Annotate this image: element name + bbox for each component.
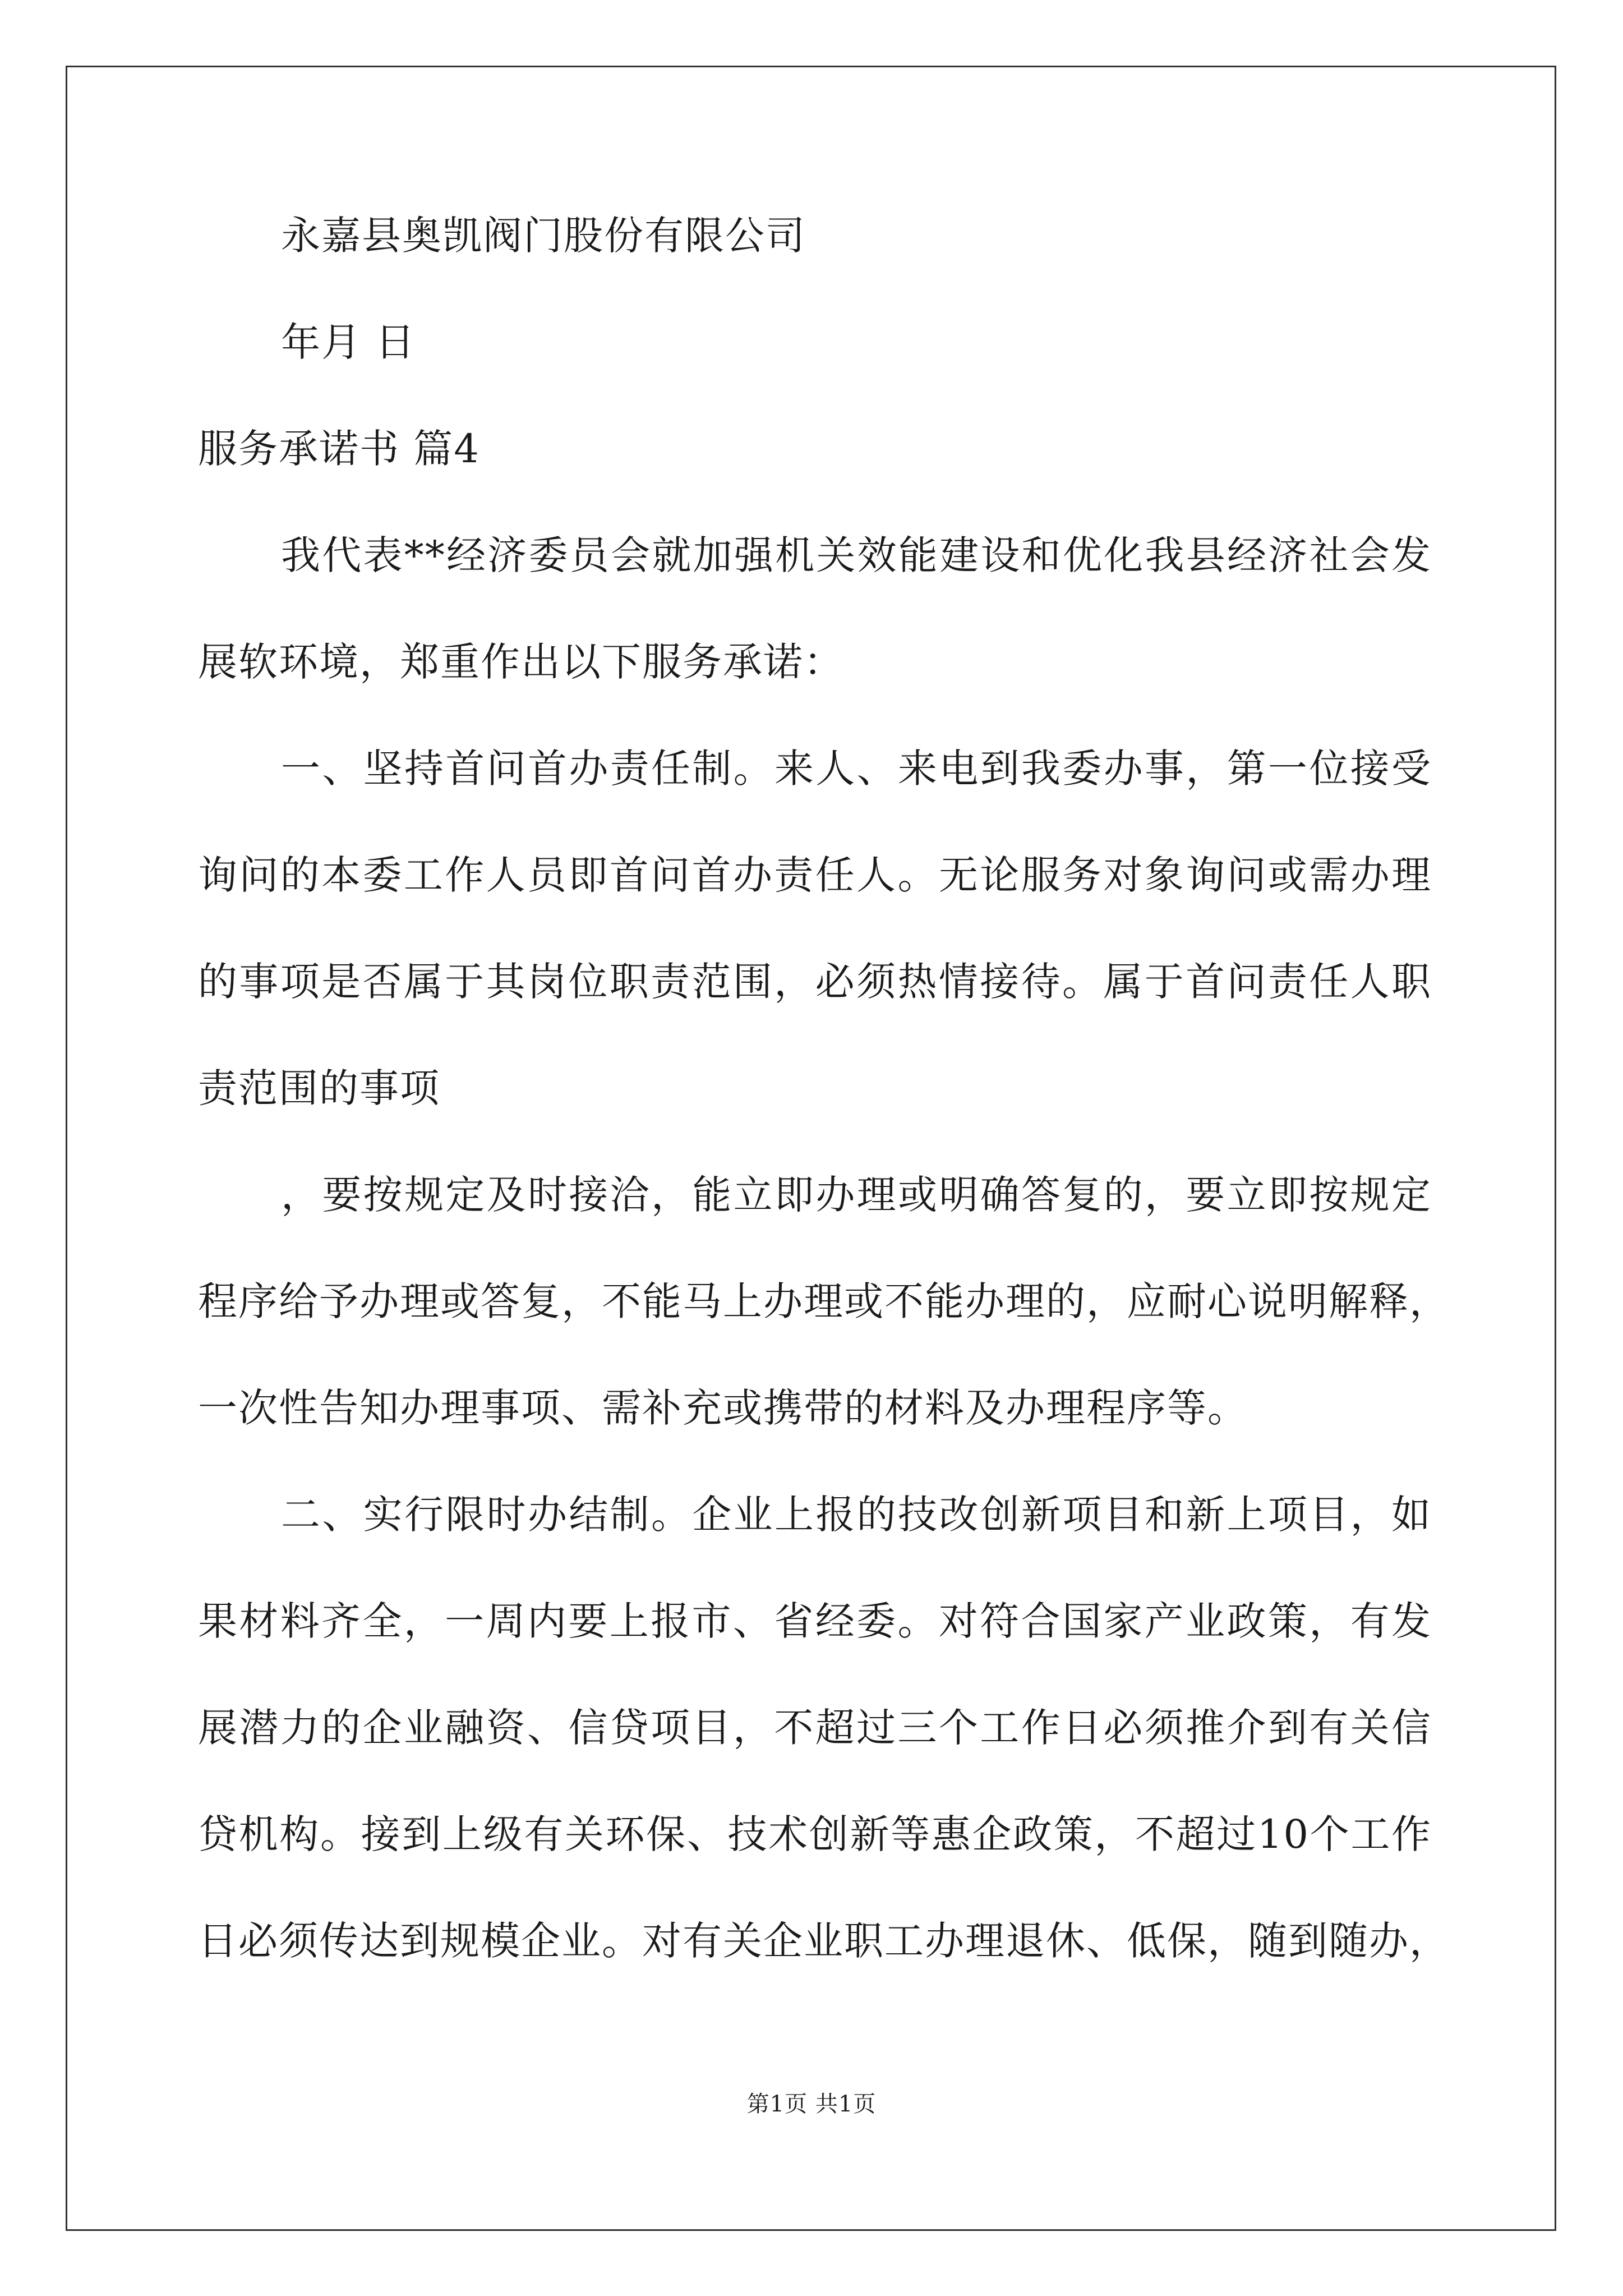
paragraph-line: 一次性告知办理事项、需补充或携带的材料及办理程序等。	[198, 1385, 1248, 1431]
paragraph-line: 展潜力的企业融资、信贷项目，不超过三个工作日必须推介到有关信	[198, 1705, 1432, 1751]
paragraph-line: 询问的本委工作人员即首问首办责任人。无论服务对象询问或需办理	[198, 852, 1432, 898]
paragraph-line: 日必须传达到规模企业。对有关企业职工办理退休、低保，随到随办，	[198, 1918, 1450, 1964]
paragraph-line: 果材料齐全，一周内要上报市、省经委。对符合国家产业政策，有发	[198, 1598, 1432, 1644]
page-border	[66, 66, 1556, 2231]
paragraph-line: 展软环境，郑重作出以下服务承诺：	[198, 639, 844, 685]
paragraph-line: 贷机构。接到上级有关环保、技术创新等惠企政策，不超过10个工作	[198, 1811, 1432, 1857]
paragraph-line: 二、实行限时办结制。企业上报的技改创新项目和新上项目，如	[281, 1492, 1432, 1538]
date-line: 年月 日	[281, 319, 416, 365]
page-footer: 第1页 共1页	[746, 2091, 877, 2117]
section-heading: 服务承诺书 篇4	[198, 426, 480, 472]
company-line: 永嘉县奥凯阀门股份有限公司	[281, 213, 806, 259]
paragraph-line: ，要按规定及时接洽，能立即办理或明确答复的，要立即按规定	[281, 1172, 1432, 1218]
paragraph-line: 责范围的事项	[198, 1065, 440, 1111]
paragraph-line: 一、坚持首问首办责任制。来人、来电到我委办事，第一位接受	[281, 746, 1432, 792]
paragraph-line: 程序给予办理或答复，不能马上办理或不能办理的，应耐心说明解释，	[198, 1278, 1450, 1324]
paragraph-line: 我代表**经济委员会就加强机关效能建设和优化我县经济社会发	[281, 532, 1432, 578]
paragraph-line: 的事项是否属于其岗位职责范围，必须热情接待。属于首问责任人职	[198, 959, 1432, 1005]
